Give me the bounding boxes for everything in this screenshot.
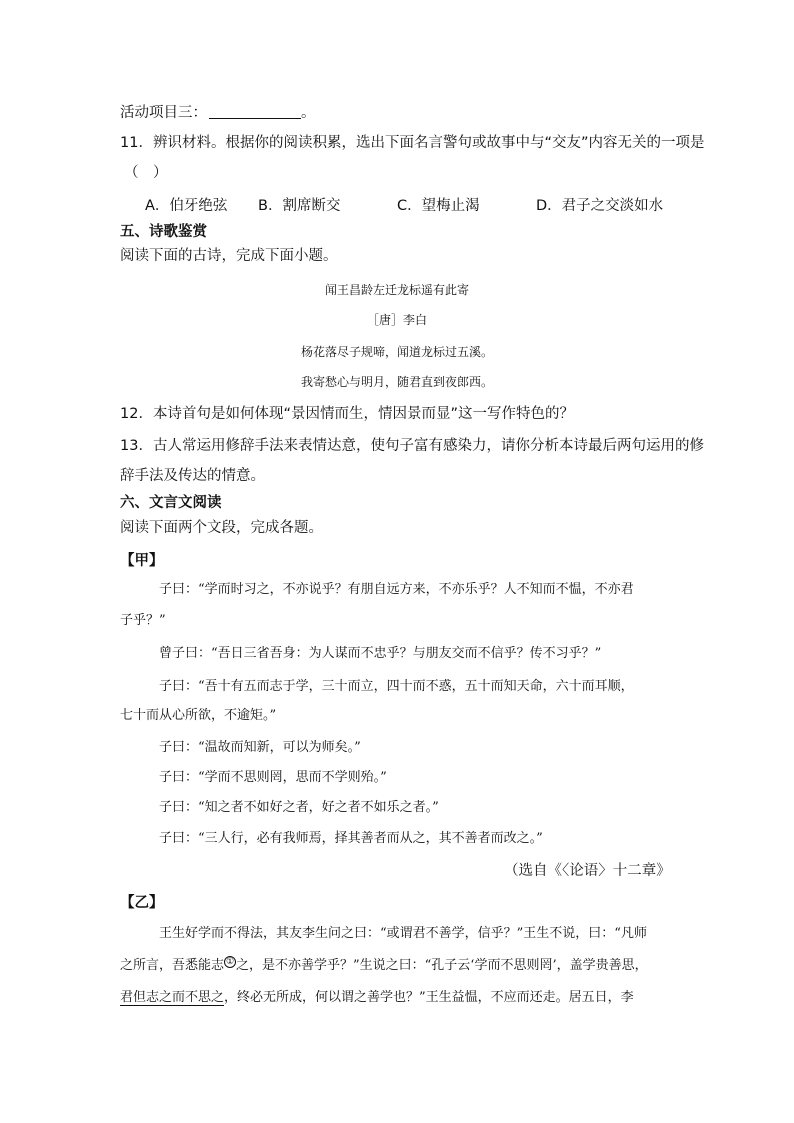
question-12-text: 12．本诗首句是如何体现“景因情而生，情因景而显”这一写作特色的？ [120,406,574,422]
poem-title: 闻王昌龄左迁龙标遥有此寄 [324,283,469,297]
activity-3-end: 。 [301,105,316,121]
passage-yi-label: 【乙】 [120,895,164,911]
jia-line-8: 子曰：“知之者不如好之者，好之者不如乐之者。” [159,800,439,815]
footnote-marker: ① [225,957,235,967]
question-13-line-2: 辞手法及传达的情意。 [120,468,265,484]
yi-line-1: 王生好学而不得法，其友李生问之曰：“或谓君不善学，信乎？”王生不说，曰：“凡师 [159,926,647,941]
jia-line-6: 子曰：“温故而知新，可以为师矣。” [159,740,361,755]
section-6-heading: 六、文言文阅读 [120,495,222,511]
jia-source: （选自《〈论语〉十二章》 [504,863,671,879]
yi-line-3 [120,988,634,1008]
option-a: A．伯牙绝弦 [145,198,228,214]
underlined-sentence: 君但志之而不思之 [120,990,225,1005]
jia-line-2: 子乎？” [120,613,166,628]
yi-line-2-part-a: 之所言，吾悉能志 [120,958,225,973]
option-c: C．望梅止渴 [397,198,480,214]
activity-3-line [120,103,316,123]
jia-line-9: 子曰：“三人行，必有我师焉，择其善者而从之，其不善者而改之。” [159,831,543,846]
question-13-line-1: 13．古人常运用修辞手法来表情达意，使句子富有感染力，请你分析本诗最后两句运用的修 [120,438,704,454]
poem-author: ［唐］李白 [366,313,427,327]
jia-line-3: 曾子曰：“吾日三省吾身：为人谋而不忠乎？与朋友交而不信乎？传不习乎？” [159,646,602,661]
question-11-text: 11．辨识材料。根据你的阅读积累，选出下面名言警句或故事中与“交友”内容无关的一项是 [120,135,705,151]
section-6-instruction: 阅读下面两个文段，完成各题。 [120,520,323,536]
section-5-heading: 五、诗歌鉴赏 [120,224,207,240]
activity-3-label: 活动项目三： [120,105,207,121]
poem-line-1: 杨花落尽子规啼，闻道龙标过五溪。 [300,345,493,359]
question-11-paren: （ ） [124,165,168,181]
yi-line-3-rest: ，终必无所成，何以谓之善学也？”王生益愠，不应而还走。居五日，李 [224,990,634,1005]
poem-line-2: 我寄愁心与明月，随君直到夜郎西。 [300,375,493,389]
option-b: B．割席断交 [258,198,341,214]
yi-line-2-part-b: 之，是不亦善学乎？”生说之曰：“孔子云‘学而不思则罔’，盖学贵善思， [236,958,648,973]
jia-line-5: 七十而从心所欲，不逾矩。” [120,708,277,723]
option-d: D．君子之交淡如水 [536,198,664,214]
yi-line-2 [120,956,648,976]
passage-jia-label: 【甲】 [120,553,164,569]
jia-line-4: 子曰：“吾十有五而志于学，三十而立，四十而不惑，五十而知天命，六十而耳顺， [159,679,634,694]
jia-line-1: 子曰：“学而时习之，不亦说乎？有朋自远方来，不亦乐乎？人不知而不愠，不亦君 [159,582,634,597]
jia-line-7: 子曰：“学而不思则罔，思而不学则殆。” [159,770,387,785]
section-5-instruction: 阅读下面的古诗，完成下面小题。 [120,248,338,264]
answer-blank[interactable] [209,104,301,119]
